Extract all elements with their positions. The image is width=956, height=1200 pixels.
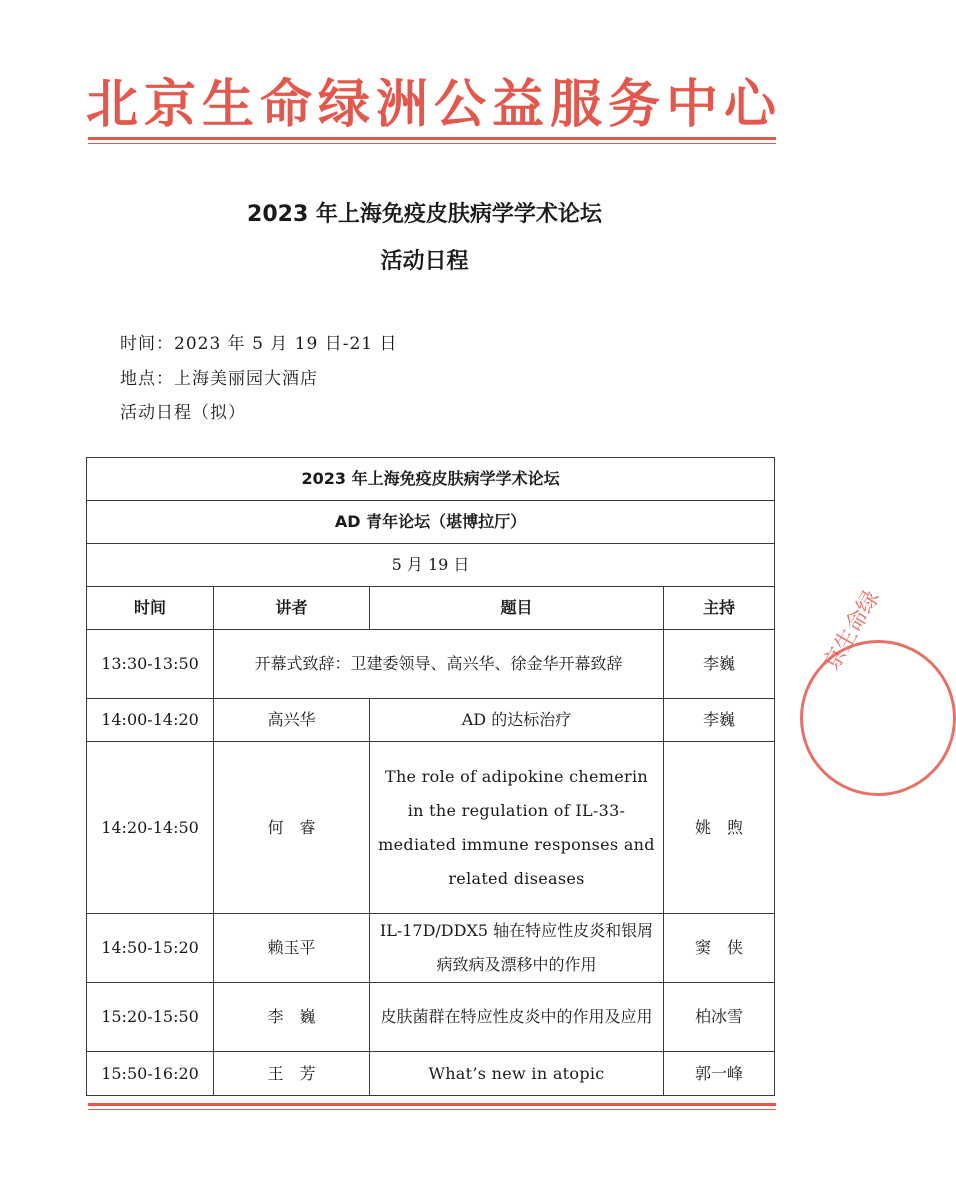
row-host: 窦 侠 <box>664 914 775 983</box>
row-time: 13:30-13:50 <box>87 630 214 699</box>
row-time: 15:20-15:50 <box>87 983 214 1052</box>
row-time: 14:20-14:50 <box>87 742 214 914</box>
row-speaker: 王 芳 <box>214 1052 370 1096</box>
row-topic: What’s new in atopic <box>370 1052 664 1096</box>
session-row <box>87 501 775 544</box>
table-row <box>87 1052 775 1096</box>
column-header-time: 时间 <box>87 587 214 630</box>
table-row <box>87 983 775 1052</box>
row-host: 柏冰雪 <box>664 983 775 1052</box>
footer-rule-thick <box>88 1103 776 1106</box>
row-topic: AD 的达标治疗 <box>370 699 664 742</box>
event-time: 时间：2023 年 5 月 19 日-21 日 <box>120 334 398 354</box>
document-subtitle: 活动日程 <box>380 249 469 274</box>
letterhead-rule-thin <box>88 143 776 144</box>
row-topic: 皮肤菌群在特应性皮炎中的作用及应用 <box>370 983 664 1052</box>
row-host: 李巍 <box>664 699 775 742</box>
table-title: 2023 年上海免疫皮肤病学学术论坛 <box>87 458 775 501</box>
row-host: 李巍 <box>664 630 775 699</box>
row-speaker: 赖玉平 <box>214 914 370 983</box>
date-row <box>87 544 775 587</box>
row-topic: IL-17D/DDX5 轴在特应性皮炎和银屑病致病及漂移中的作用 <box>370 914 664 983</box>
row-speaker: 李 巍 <box>214 983 370 1052</box>
event-location: 地点：上海美丽园大酒店 <box>120 369 318 389</box>
row-time: 14:50-15:20 <box>87 914 214 983</box>
table-row <box>87 699 775 742</box>
row-host: 郭一峰 <box>664 1052 775 1096</box>
table-row <box>87 742 775 914</box>
agenda-table <box>86 457 775 1096</box>
footer-rule-thin <box>88 1109 776 1110</box>
column-header-speaker: 讲者 <box>214 587 370 630</box>
row-speaker: 何 睿 <box>214 742 370 914</box>
header-row <box>87 587 775 630</box>
column-header-host: 主持 <box>664 587 775 630</box>
column-header-topic: 题目 <box>370 587 664 630</box>
table-row <box>87 914 775 983</box>
organization-letterhead: 北京生命绿洲公益服务中心 <box>86 75 783 135</box>
letterhead-rule-thick <box>88 137 776 140</box>
row-topic: The role of adipokine chemerin in the regulation of IL-33-mediated immune responses and related diseases <box>370 742 664 914</box>
document-title: 2023 年上海免疫皮肤病学学术论坛 <box>247 202 602 227</box>
session-date: 5 月 19 日 <box>87 544 775 587</box>
row-time: 15:50-16:20 <box>87 1052 214 1096</box>
row-time: 14:00-14:20 <box>87 699 214 742</box>
row-opening-remarks: 开幕式致辞：卫建委领导、高兴华、徐金华开幕致辞 <box>214 630 664 699</box>
seal-text: 京生命绿 <box>819 586 885 675</box>
table-row <box>87 630 775 699</box>
row-speaker: 高兴华 <box>214 699 370 742</box>
table-title-row <box>87 458 775 501</box>
schedule-label: 活动日程（拟） <box>120 403 246 423</box>
row-host: 姚 煦 <box>664 742 775 914</box>
session-name: AD 青年论坛（堪博拉厅） <box>87 501 775 544</box>
